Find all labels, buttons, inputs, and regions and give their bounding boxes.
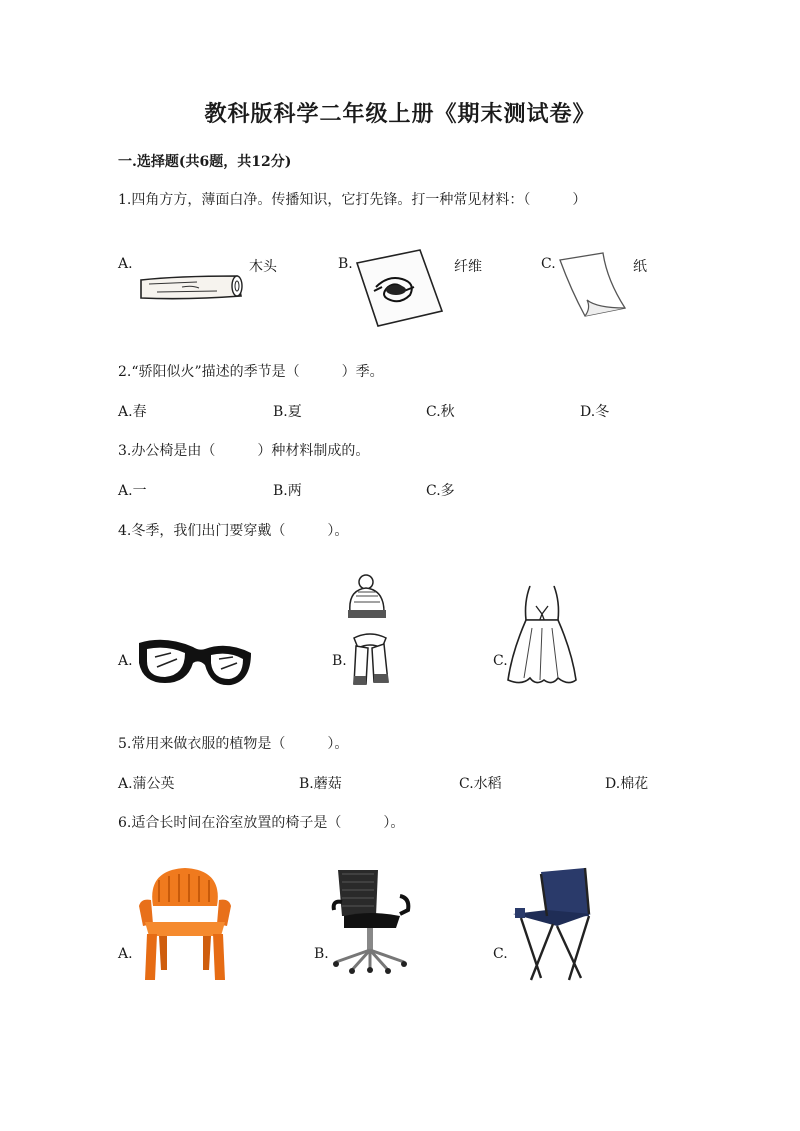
section-heading: 一.选择题(共6题，共12分)	[118, 154, 292, 170]
office-chair-icon	[330, 866, 412, 974]
wooden-log-icon	[137, 272, 245, 302]
q3-option-b[interactable]	[273, 480, 302, 500]
q2-option-c[interactable]	[426, 401, 455, 421]
q2-option-a[interactable]	[118, 401, 147, 421]
q5-option-a[interactable]	[118, 773, 175, 793]
option-letter: A.	[118, 483, 133, 499]
q2-option-d[interactable]	[580, 401, 609, 421]
hat-and-scarf-icon	[344, 572, 396, 690]
option-letter: A.	[118, 776, 133, 792]
option-label: 蒲公英	[132, 776, 175, 792]
page-title: 教科版科学二年级上册《期末测试卷》	[204, 101, 596, 127]
q1-option-a-letter[interactable]: A.	[118, 256, 133, 272]
sleeveless-dress-icon	[506, 582, 578, 690]
option-letter: D.	[580, 404, 596, 420]
q4-option-b-letter[interactable]: B.	[332, 653, 347, 669]
question-1: 1.四角方方，薄面白净。传播知识，它打先锋。打一种常见材料：（ ）	[118, 192, 587, 208]
option-label: 两	[287, 483, 302, 499]
option-label: 春	[132, 404, 147, 420]
option-label: 棉花	[620, 776, 649, 792]
option-letter: A.	[118, 404, 133, 420]
option-letter: C.	[459, 776, 474, 792]
q6-option-c-letter[interactable]: C.	[493, 946, 508, 962]
q5-option-c[interactable]	[459, 773, 502, 793]
question-6: 6.适合长时间在浴室放置的椅子是（ ）。	[118, 815, 405, 831]
option-label: 冬	[595, 404, 610, 420]
option-label: 一	[132, 483, 147, 499]
option-letter: B.	[273, 483, 288, 499]
option-letter: B.	[299, 776, 314, 792]
q4-option-c-letter[interactable]: C.	[493, 653, 508, 669]
q1-option-c-label[interactable]: 纸	[633, 259, 647, 275]
option-letter: C.	[426, 404, 441, 420]
q5-option-b[interactable]	[299, 773, 342, 793]
q1-option-b-label[interactable]: 纤维	[454, 259, 482, 275]
option-letter: D.	[605, 776, 621, 792]
q4-option-a-letter[interactable]: A.	[118, 653, 133, 669]
q6-option-a-letter[interactable]: A.	[118, 946, 133, 962]
option-letter: B.	[273, 404, 288, 420]
sunglasses-icon	[135, 633, 255, 693]
q1-option-a-label[interactable]: 木头	[249, 259, 277, 275]
q1-option-b-letter[interactable]: B.	[338, 256, 353, 272]
option-letter: C.	[426, 483, 441, 499]
q5-option-d[interactable]	[605, 773, 648, 793]
question-4: 4.冬季，我们出门要穿戴（ ）。	[118, 523, 349, 539]
option-label: 夏	[287, 404, 302, 420]
question-3: 3.办公椅是由（ ）种材料制成的。	[118, 443, 370, 459]
q3-option-a[interactable]	[118, 480, 147, 500]
question-2: 2.“骄阳似火”描述的季节是（ ）季。	[118, 364, 384, 380]
option-label: 蘑菇	[313, 776, 342, 792]
fiber-sheet-icon	[354, 247, 446, 329]
option-label: 多	[440, 483, 455, 499]
option-label: 秋	[440, 404, 455, 420]
q3-option-c[interactable]	[426, 480, 455, 500]
q6-option-b-letter[interactable]: B.	[314, 946, 329, 962]
question-5: 5.常用来做衣服的植物是（ ）。	[118, 736, 349, 752]
folding-camp-chair-icon	[511, 866, 597, 982]
option-label: 水稻	[473, 776, 502, 792]
q1-option-c-letter[interactable]: C.	[541, 256, 556, 272]
orange-plastic-chair-icon	[137, 866, 233, 982]
q2-option-b[interactable]	[273, 401, 302, 421]
paper-sheet-icon	[557, 250, 629, 322]
